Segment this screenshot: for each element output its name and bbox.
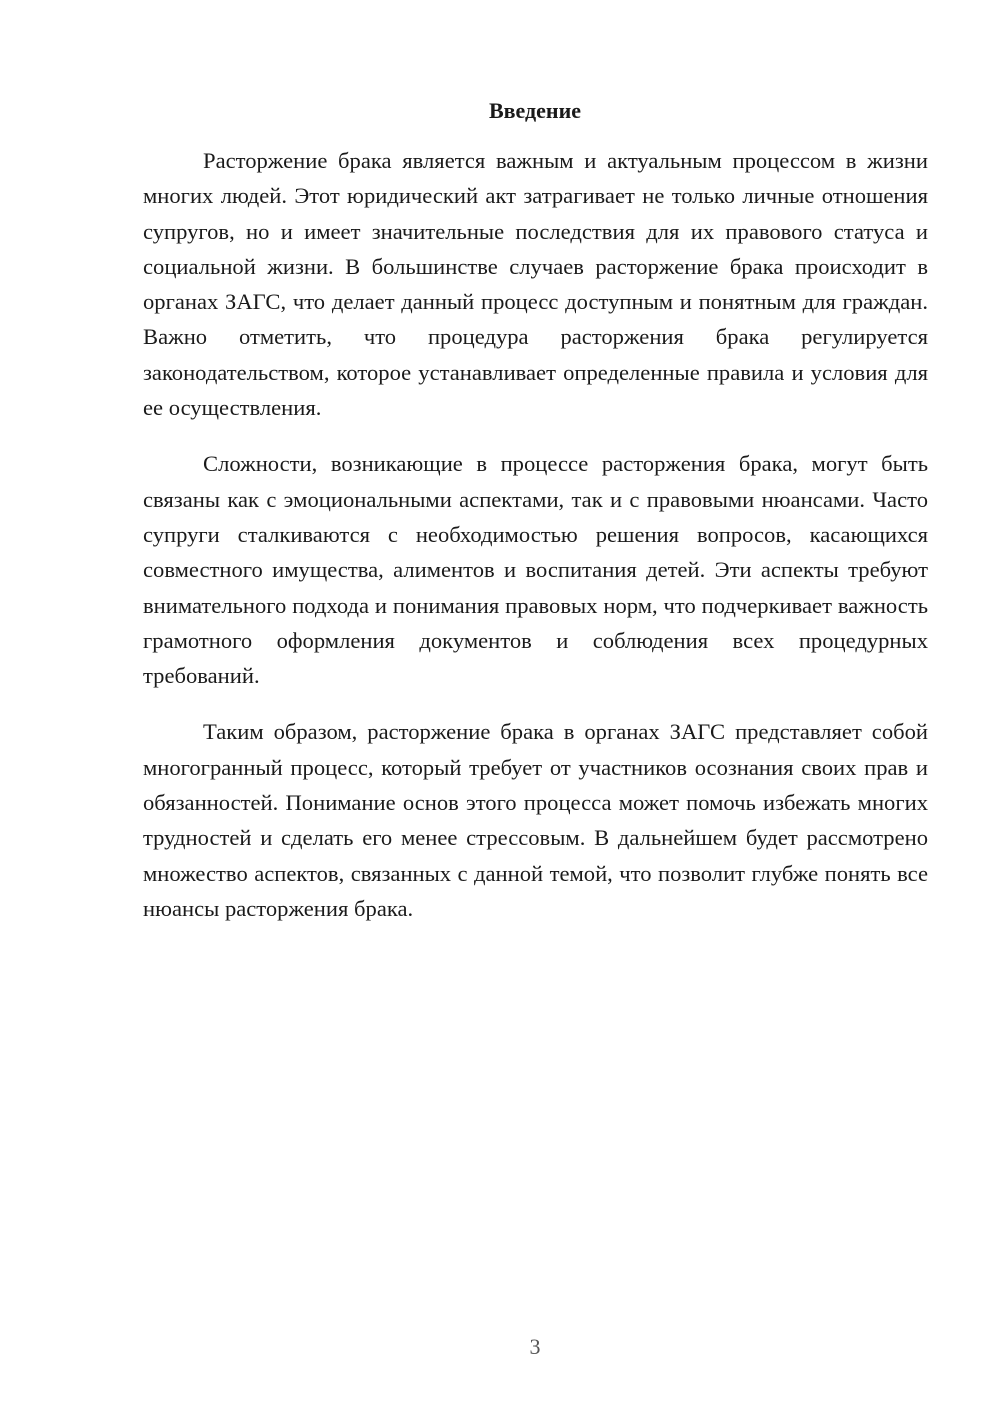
paragraph-1: Расторжение брака является важным и актуальным процессом в жизни многих людей. Этот юридический акт затрагивает не только личные отношения супругов, но и имеет значительные последствия для их правового статуса и социальной жизни. В большинстве случаев расторжение брака происходит в органах ЗАГС, что делает данный процесс доступным и понятным для граждан. Важно отметить, что процедура расторжения брака регулируется законодательством, которое устанавливает определенные правила и условия для ее осуществления. (143, 148, 928, 421)
document-body (143, 143, 928, 947)
page-title: Введение (488, 98, 582, 123)
page-number: 3 (529, 1334, 541, 1359)
paragraph-3: Таким образом, расторжение брака в органах ЗАГС представляет собой многогранный процесс, который требует от участников осознания своих прав и обязанностей. Понимание основ этого процесса может помочь избежать многих трудностей и сделать его менее стрессовым. В дальнейшем будет рассмотрено множество аспектов, связанных с данной темой, что позволит глубже понять все нюансы расторжения брака. (143, 719, 928, 921)
paragraph-2: Сложности, возникающие в процессе расторжения брака, могут быть связаны как с эмоциональными аспектами, так и с правовыми нюансами. Часто супруги сталкиваются с необходимостью решения вопросов, касающихся совместного имущества, алиментов и воспитания детей. Эти аспекты требуют внимательного подхода и понимания правовых норм, что подчеркивает важность грамотного оформления документов и соблюдения всех процедурных требований. (143, 451, 928, 689)
